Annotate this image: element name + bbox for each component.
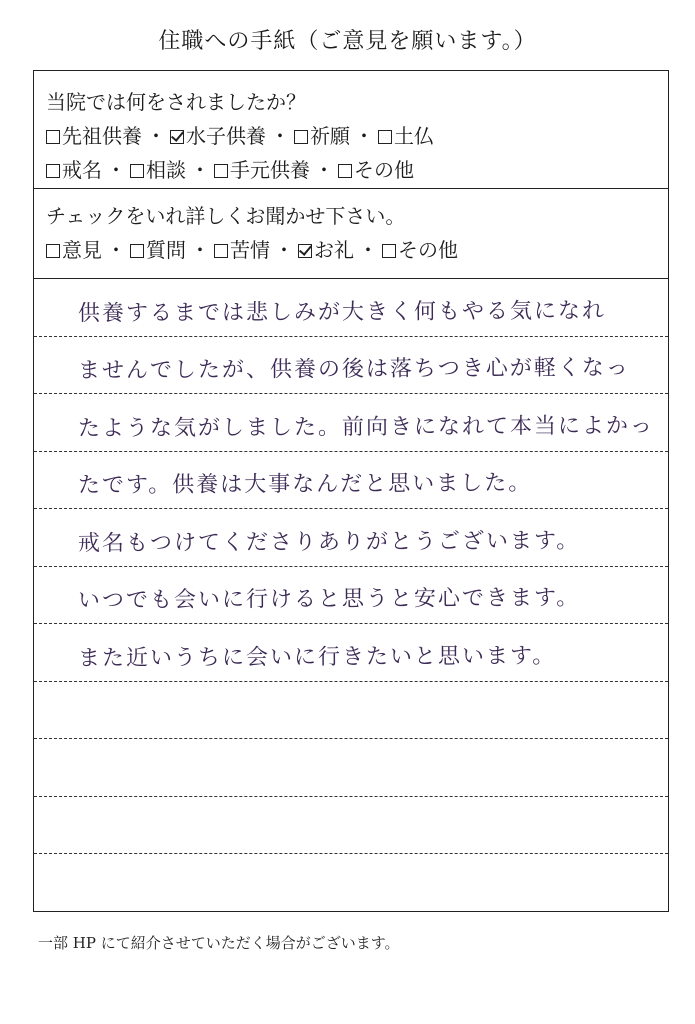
handwritten-text: ませんでしたが、供養の後は落ちつき心が軽くなっ <box>77 355 630 384</box>
service-question: 当院では何をされましたか？ <box>46 90 306 114</box>
option-label: 土仏 <box>394 124 434 148</box>
handwritten-text: いつでも会いに行けると思うと安心できます。 <box>77 585 581 614</box>
option <box>170 124 266 148</box>
handwritten-text: また近いうちに会いに行きたいと思います。 <box>77 643 557 671</box>
option <box>130 158 186 182</box>
checkbox-icon[interactable] <box>46 164 60 178</box>
letter-line <box>34 797 668 855</box>
letter-line <box>34 624 668 682</box>
letter-lines <box>34 279 668 911</box>
option <box>382 238 458 262</box>
option-label: 質問 <box>146 238 186 262</box>
feedback-options-row <box>46 233 656 267</box>
option-label: 苦情 <box>230 238 270 262</box>
option-label: 祈願 <box>310 124 350 148</box>
checked-box-icon[interactable] <box>298 244 312 258</box>
separator: ・ <box>358 238 378 262</box>
letter-line <box>34 452 668 510</box>
option-label: 相談 <box>146 158 186 182</box>
handwritten-text: たような気がしました。前向きになれて本当によかっ <box>77 412 655 442</box>
service-options-row1 <box>46 119 656 153</box>
checkbox-icon[interactable] <box>338 164 352 178</box>
option <box>298 238 354 262</box>
option-label: その他 <box>398 238 458 262</box>
letter-line <box>34 279 668 337</box>
option <box>338 158 414 182</box>
service-section <box>34 71 668 189</box>
handwritten-text: 戒名もつけてくださりありがとうございます。 <box>77 528 581 556</box>
checked-box-icon[interactable] <box>170 130 184 144</box>
handwritten-text: 供養するまでは悲しみが大きく何もやる気になれ <box>77 298 607 326</box>
checkbox-icon[interactable] <box>130 164 144 178</box>
footer-note: 一部 HP にて紹介させていただく場合がございます。 <box>38 934 400 952</box>
service-options-row2 <box>46 153 656 187</box>
separator: ・ <box>354 124 374 148</box>
separator: ・ <box>106 158 126 182</box>
option-label: 意見 <box>62 238 102 262</box>
option-label: 戒名 <box>62 158 102 182</box>
option <box>46 158 102 182</box>
option <box>214 158 310 182</box>
letter-line <box>34 739 668 797</box>
separator: ・ <box>190 158 210 182</box>
letter-line <box>34 509 668 567</box>
option <box>214 238 270 262</box>
separator: ・ <box>274 238 294 262</box>
option-label: 水子供養 <box>186 124 266 148</box>
letter-line <box>34 394 668 452</box>
option-label: 先祖供養 <box>62 124 142 148</box>
checkbox-icon[interactable] <box>46 244 60 258</box>
feedback-question: チェックをいれ詳しくお聞かせ下さい。 <box>46 204 406 228</box>
checkbox-icon[interactable] <box>294 130 308 144</box>
letter-frame <box>33 70 669 912</box>
separator: ・ <box>270 124 290 148</box>
option-label: その他 <box>354 158 414 182</box>
letter-line <box>34 682 668 740</box>
separator: ・ <box>190 238 210 262</box>
checkbox-icon[interactable] <box>378 130 392 144</box>
separator: ・ <box>314 158 334 182</box>
option <box>294 124 350 148</box>
checkbox-icon[interactable] <box>382 244 396 258</box>
separator: ・ <box>106 238 126 262</box>
letter-line <box>34 854 668 912</box>
option-label: 手元供養 <box>230 158 310 182</box>
checkbox-icon[interactable] <box>46 130 60 144</box>
option <box>46 238 102 262</box>
checkbox-icon[interactable] <box>214 244 228 258</box>
feedback-section <box>34 189 668 279</box>
option-label: お礼 <box>314 238 354 262</box>
letter-line <box>34 567 668 625</box>
letter-line <box>34 337 668 395</box>
option <box>46 124 142 148</box>
separator: ・ <box>146 124 166 148</box>
checkbox-icon[interactable] <box>214 164 228 178</box>
option <box>378 124 434 148</box>
handwritten-text: たです。供養は大事なんだと思いました。 <box>77 470 533 499</box>
option <box>130 238 186 262</box>
checkbox-icon[interactable] <box>130 244 144 258</box>
form-title: 住職への手紙（ご意見を願います。） <box>158 29 537 54</box>
